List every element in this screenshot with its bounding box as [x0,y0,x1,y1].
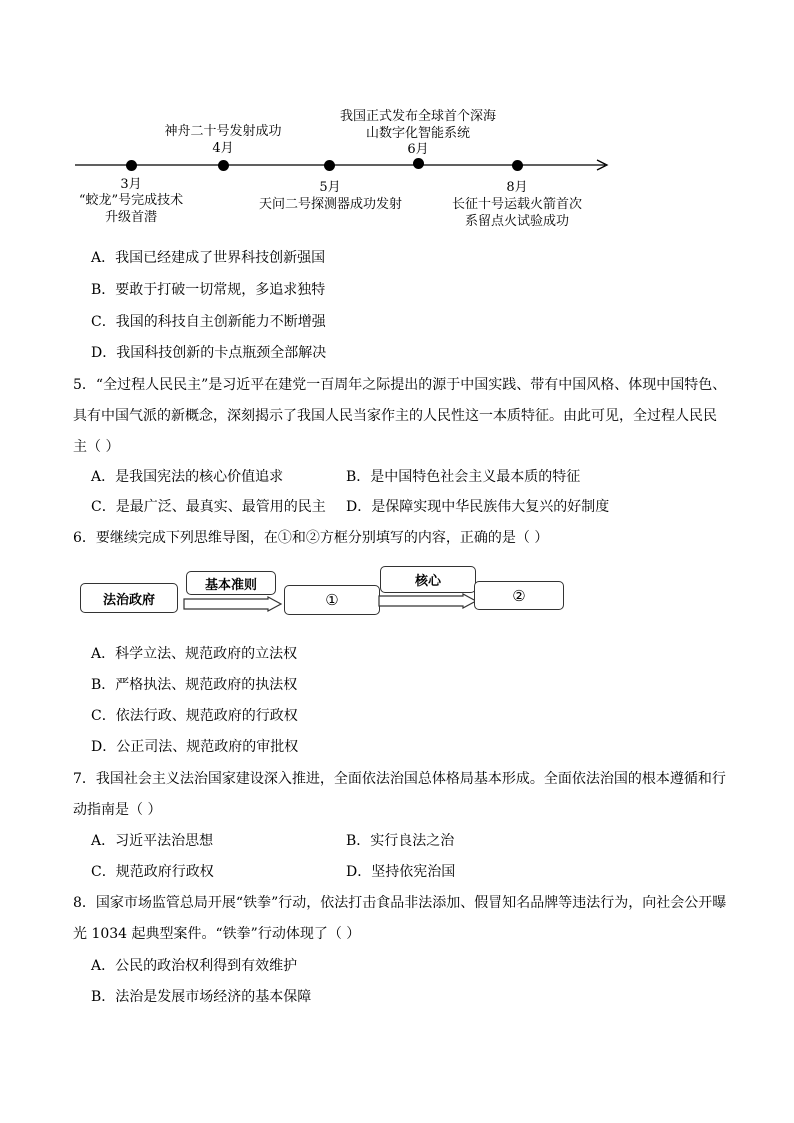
q8-stem-line2: 光 1034 起典型案件。“铁拳”行动体现了（ ） [73,926,361,942]
q5-stem-line3: 主（ ） [73,439,120,455]
q6-option-c: C．依法行政、规范政府的行政权 [91,708,298,724]
q7-stem-line2: 动指南是（ ） [73,802,162,818]
q4-option-c: C．我国的科技自主创新能力不断增强 [91,314,326,330]
mindmap-arrow-2 [378,593,478,609]
q7-stem-line1: 7．我国社会主义法治国家建设深入推进，全面依法治国总体格局基本形成。全面依法治国的根本遵循和行 [73,771,726,787]
timeline-event-april: 神舟二十号发射成功 [164,124,282,139]
q4-option-d: D．我国科技创新的卡点瓶颈全部解决 [91,345,327,361]
timeline-dot-march [126,160,137,171]
q7-option-d: D．坚持依宪治国 [346,864,456,880]
q5-option-a: A．是我国宪法的核心价值追求 [91,469,284,485]
timeline-axis [70,155,620,175]
q5-option-b: B．是中国特色社会主义最本质的特征 [346,469,581,485]
q8-option-b: B．法治是发展市场经济的基本保障 [91,989,312,1005]
q4-option-a: A．我国已经建成了世界科技创新强国 [91,250,326,266]
mindmap-box-2-label: ② [512,586,526,605]
mindmap-label-core: 核心 [414,574,441,589]
timeline-event-march-line2: 升级首潜 [104,210,157,225]
timeline-month-may: 5月 [319,180,341,195]
timeline-event-march-line1: “蛟龙”号完成技术 [78,193,184,208]
timeline-month-august: 8月 [506,180,528,195]
timeline-event-august-line1: 长征十号运载火箭首次 [451,197,582,212]
mindmap-box-2 [474,581,564,610]
q8-option-a: A．公民的政治权利得到有效维护 [91,958,298,974]
timeline-month-june: 6月 [407,142,429,157]
mindmap-label-principle: 基本准则 [204,577,257,593]
q5-stem-line1: 5．“全过程人民民主”是习近平在建党一百周年之际提出的源于中国实践、带有中国风格、体现中国特色、 [73,377,727,393]
q4-option-b: B．要敢于打破一切常规，多追求独特 [91,282,326,298]
q7-option-c: C．规范政府行政权 [91,864,214,880]
mindmap-box-law-government-label: 法治政府 [102,592,155,608]
timeline-event-june-line2: 山数字化智能系统 [365,126,470,141]
mindmap-box-1-label: ① [325,591,339,609]
q6-option-b: B．严格执法、规范政府的执法权 [91,677,298,693]
mindmap-box-law-government [80,583,178,613]
mindmap-label-box-core [380,566,476,593]
mindmap-label-box-principle [186,571,276,595]
q5-option-c: C．是最广泛、最真实、最管用的民主 [91,499,326,515]
q6-option-d: D．公正司法、规范政府的审批权 [91,739,299,755]
q7-option-a: A．习近平法治思想 [91,833,214,849]
mindmap-arrow-1 [183,596,283,612]
timeline-dot-may [324,160,335,171]
timeline-month-march: 3月 [120,177,142,192]
timeline-month-april: 4月 [212,141,234,156]
timeline-event-august-line2: 系留点火试验成功 [464,214,569,229]
q5-option-d: D．是保障实现中华民族伟大复兴的好制度 [346,499,610,515]
mindmap-box-1 [284,585,380,615]
q5-stem-line2: 具有中国气派的新概念，深刻揭示了我国人民当家作主的人民性这一本质特征。由此可见，全过程人民民 [73,408,717,424]
q6-stem: 6．要继续完成下列思维导图，在①和②方框分别填写的内容，正确的是（ ） [73,530,549,546]
q8-stem-line1: 8．国家市场监管总局开展“铁拳”行动，依法打击食品非法添加、假冒知名品牌等违法行为，向社会公开曝 [73,895,727,911]
timeline-dot-june [413,158,424,169]
timeline-event-may: 天问二号探测器成功发射 [258,197,402,212]
q6-option-a: A．科学立法、规范政府的立法权 [91,646,298,662]
timeline-event-june-line1: 我国正式发布全球首个深海 [339,109,496,124]
timeline-dot-august [512,160,523,171]
q7-option-b: B．实行良法之治 [346,833,455,849]
timeline-dot-april [218,160,229,171]
